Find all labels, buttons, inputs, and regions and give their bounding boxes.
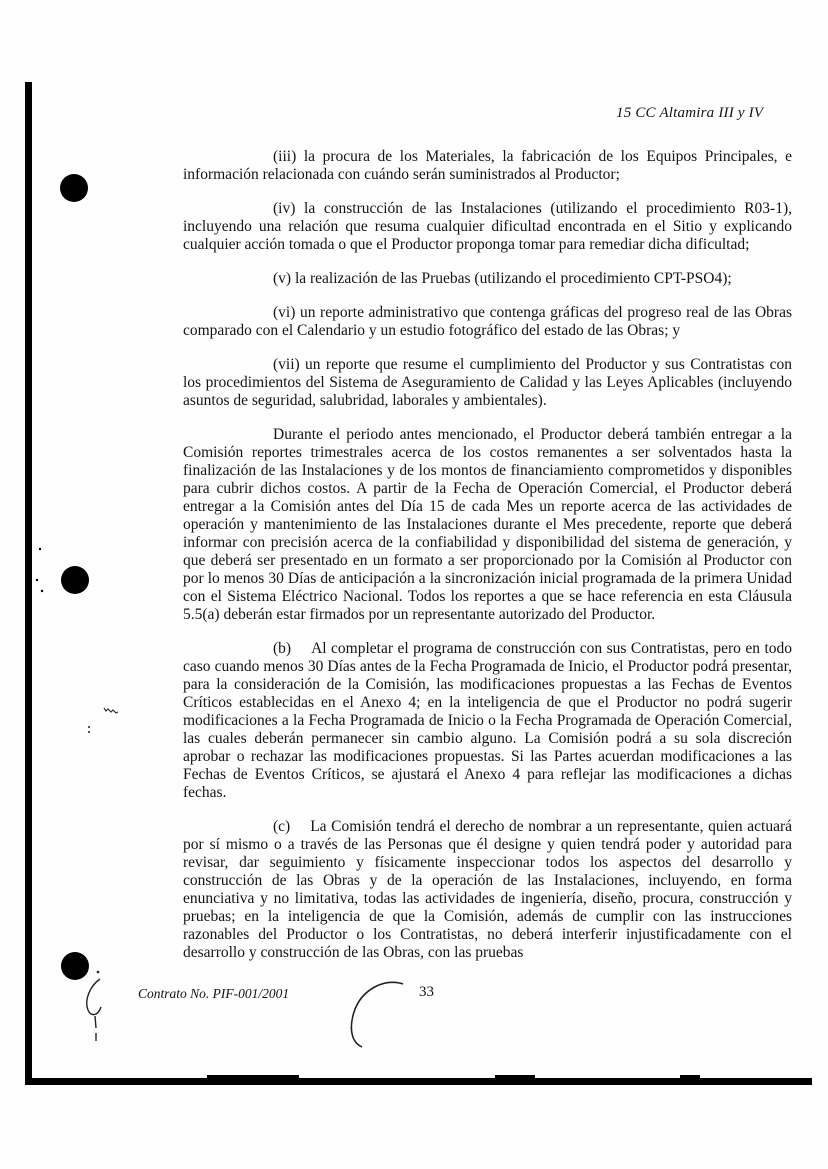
paragraph-vii <box>183 356 792 410</box>
handwritten-squiggle <box>104 708 118 713</box>
paragraph-text: (v) la realización de las Pruebas (utilizando el procedimiento CPT-PSO4); <box>273 270 732 287</box>
paragraph-v <box>183 270 792 288</box>
scan-speck <box>41 590 43 592</box>
scan-border-bottom <box>25 1078 812 1085</box>
scan-speck <box>36 579 38 581</box>
paragraph-text: (iii) la procura de los Materiales, la fabricación de los Equipos Principales, e información relacionada con cuándo serán suministrados al Productor; <box>183 148 792 183</box>
paragraph-iii <box>183 148 792 184</box>
paragraph-text: Durante el periodo antes mencionado, el Productor deberá también entregar a la Comisión reportes trimestrales acerca de los costos remanentes a ser solventados hasta la finalización de las Instalaciones y de los montos de financiamiento comprometidos y disponibles para cubrir dichos costos. A partir de la Fecha de Operación Comercial, el Productor deberá entregar a la Comisión antes del Día 15 de cada Mes un reporte acerca de las actividades de operación y mantenimiento de las Instalaciones durante el Mes precedente, reporte que deberá informar con precisión acerca de la confiabilidad y disponibilidad del sistema de generación, y que deberá ser presentado en un formato a ser proporcionado por la Comisión al Productor con por lo menos 30 Días de anticipación a la sincronización inicial programada de la primera Unidad con el Sistema Eléctrico Nacional. Todos los reportes a que se hace referencia en esta Cláusula 5.5(a) deberán estar firmados por un representante autorizado del Productor. <box>183 426 792 623</box>
scan-speck <box>39 548 41 550</box>
paragraph-text: Al completar el programa de construcción con sus Contratistas, pero en todo caso cuando menos 30 Días antes de la Fecha Programada de Inicio, el Productor podrá presentar, para la consideración de la Comisión, las modificaciones propuestas a las Fechas de Eventos Críticos establecidas en el Anexo 4; en la inteligencia de que el Productor no podrá sugerir modificaciones a la Fecha Programada de Inicio o la Fecha Programada de Operación Comercial, las cuales deberán permanecer sin cambio alguno. La Comisión podrá a su sola discreción aprobar o rechazar las modificaciones propuestas. Si las Partes acuerdan modificaciones a las Fechas de Eventos Críticos, se ajustará el Anexo 4 para reflejar las modificaciones a dichas fechas. <box>183 640 792 801</box>
paragraph-c <box>183 818 792 962</box>
contract-body-text <box>183 148 792 962</box>
paragraph-label: (b) <box>273 640 292 657</box>
binder-hole-dot <box>61 566 89 594</box>
scan-noise-mark <box>680 1075 700 1078</box>
page-number: 33 <box>419 984 434 1000</box>
paragraph-reports <box>183 426 792 624</box>
scan-noise-mark <box>207 1075 299 1078</box>
paragraph-vi <box>183 304 792 340</box>
paragraph-iv <box>183 200 792 254</box>
handwritten-loop-mark <box>87 971 101 1041</box>
paragraph-text: (vii) un reporte que resume el cumplimiento del Productor y sus Contratistas con los procedimientos del Sistema de Aseguramiento de Calidad y las Leyes Aplicables (incluyendo asuntos de seguridad, salubridad, laborales y ambientales). <box>183 356 792 409</box>
paragraph-text: La Comisión tendrá el derecho de nombrar a un representante, quien actuará por sí mismo o a través de las Personas que él designe y quien tendrá poder y autoridad para revisar, dar seguimiento y físicamente inspeccionar todos los aspectos del desarrollo y construcción de las Obras y de la operación de las Instalaciones, incluyendo, en forma enunciativa y no limitativa, todas las actividades de ingeniería, diseño, procura, construcción y pruebas; en la inteligencia de que la Comisión, además de cumplir con las instrucciones razonables del Productor o los Contratistas, no deberá interferir injustificadamente con el desarrollo y construcción de las Obras, con las pruebas <box>183 818 792 961</box>
paragraph-b <box>183 640 792 802</box>
pen-stroke-curve <box>351 982 403 1047</box>
paragraph-label: (c) <box>273 818 291 835</box>
paragraph-text: (iv) la construcción de las Instalaciones (utilizando el procedimiento R03-1), incluyendo una relación que resuma cualquier dificultad encontrada en el Sitio y explicando cualquier acción tomada o que el Productor proponga tomar para remediar dicha dificultad; <box>183 200 792 253</box>
paragraph-text: (vi) un reporte administrativo que contenga gráficas del progreso real de las Obras comparado con el Calendario y un estudio fotográfico del estado de las Obras; y <box>183 304 792 339</box>
footer-contract-number: Contrato No. PIF-001/2001 <box>138 986 290 1001</box>
handwritten-colon-mark <box>88 726 90 733</box>
binder-hole-dot <box>60 174 88 202</box>
scan-border-left <box>25 82 32 1085</box>
binder-hole-dot <box>61 952 89 980</box>
scan-noise-mark <box>495 1075 535 1078</box>
running-header: 15 CC Altamira III y IV <box>616 105 764 121</box>
